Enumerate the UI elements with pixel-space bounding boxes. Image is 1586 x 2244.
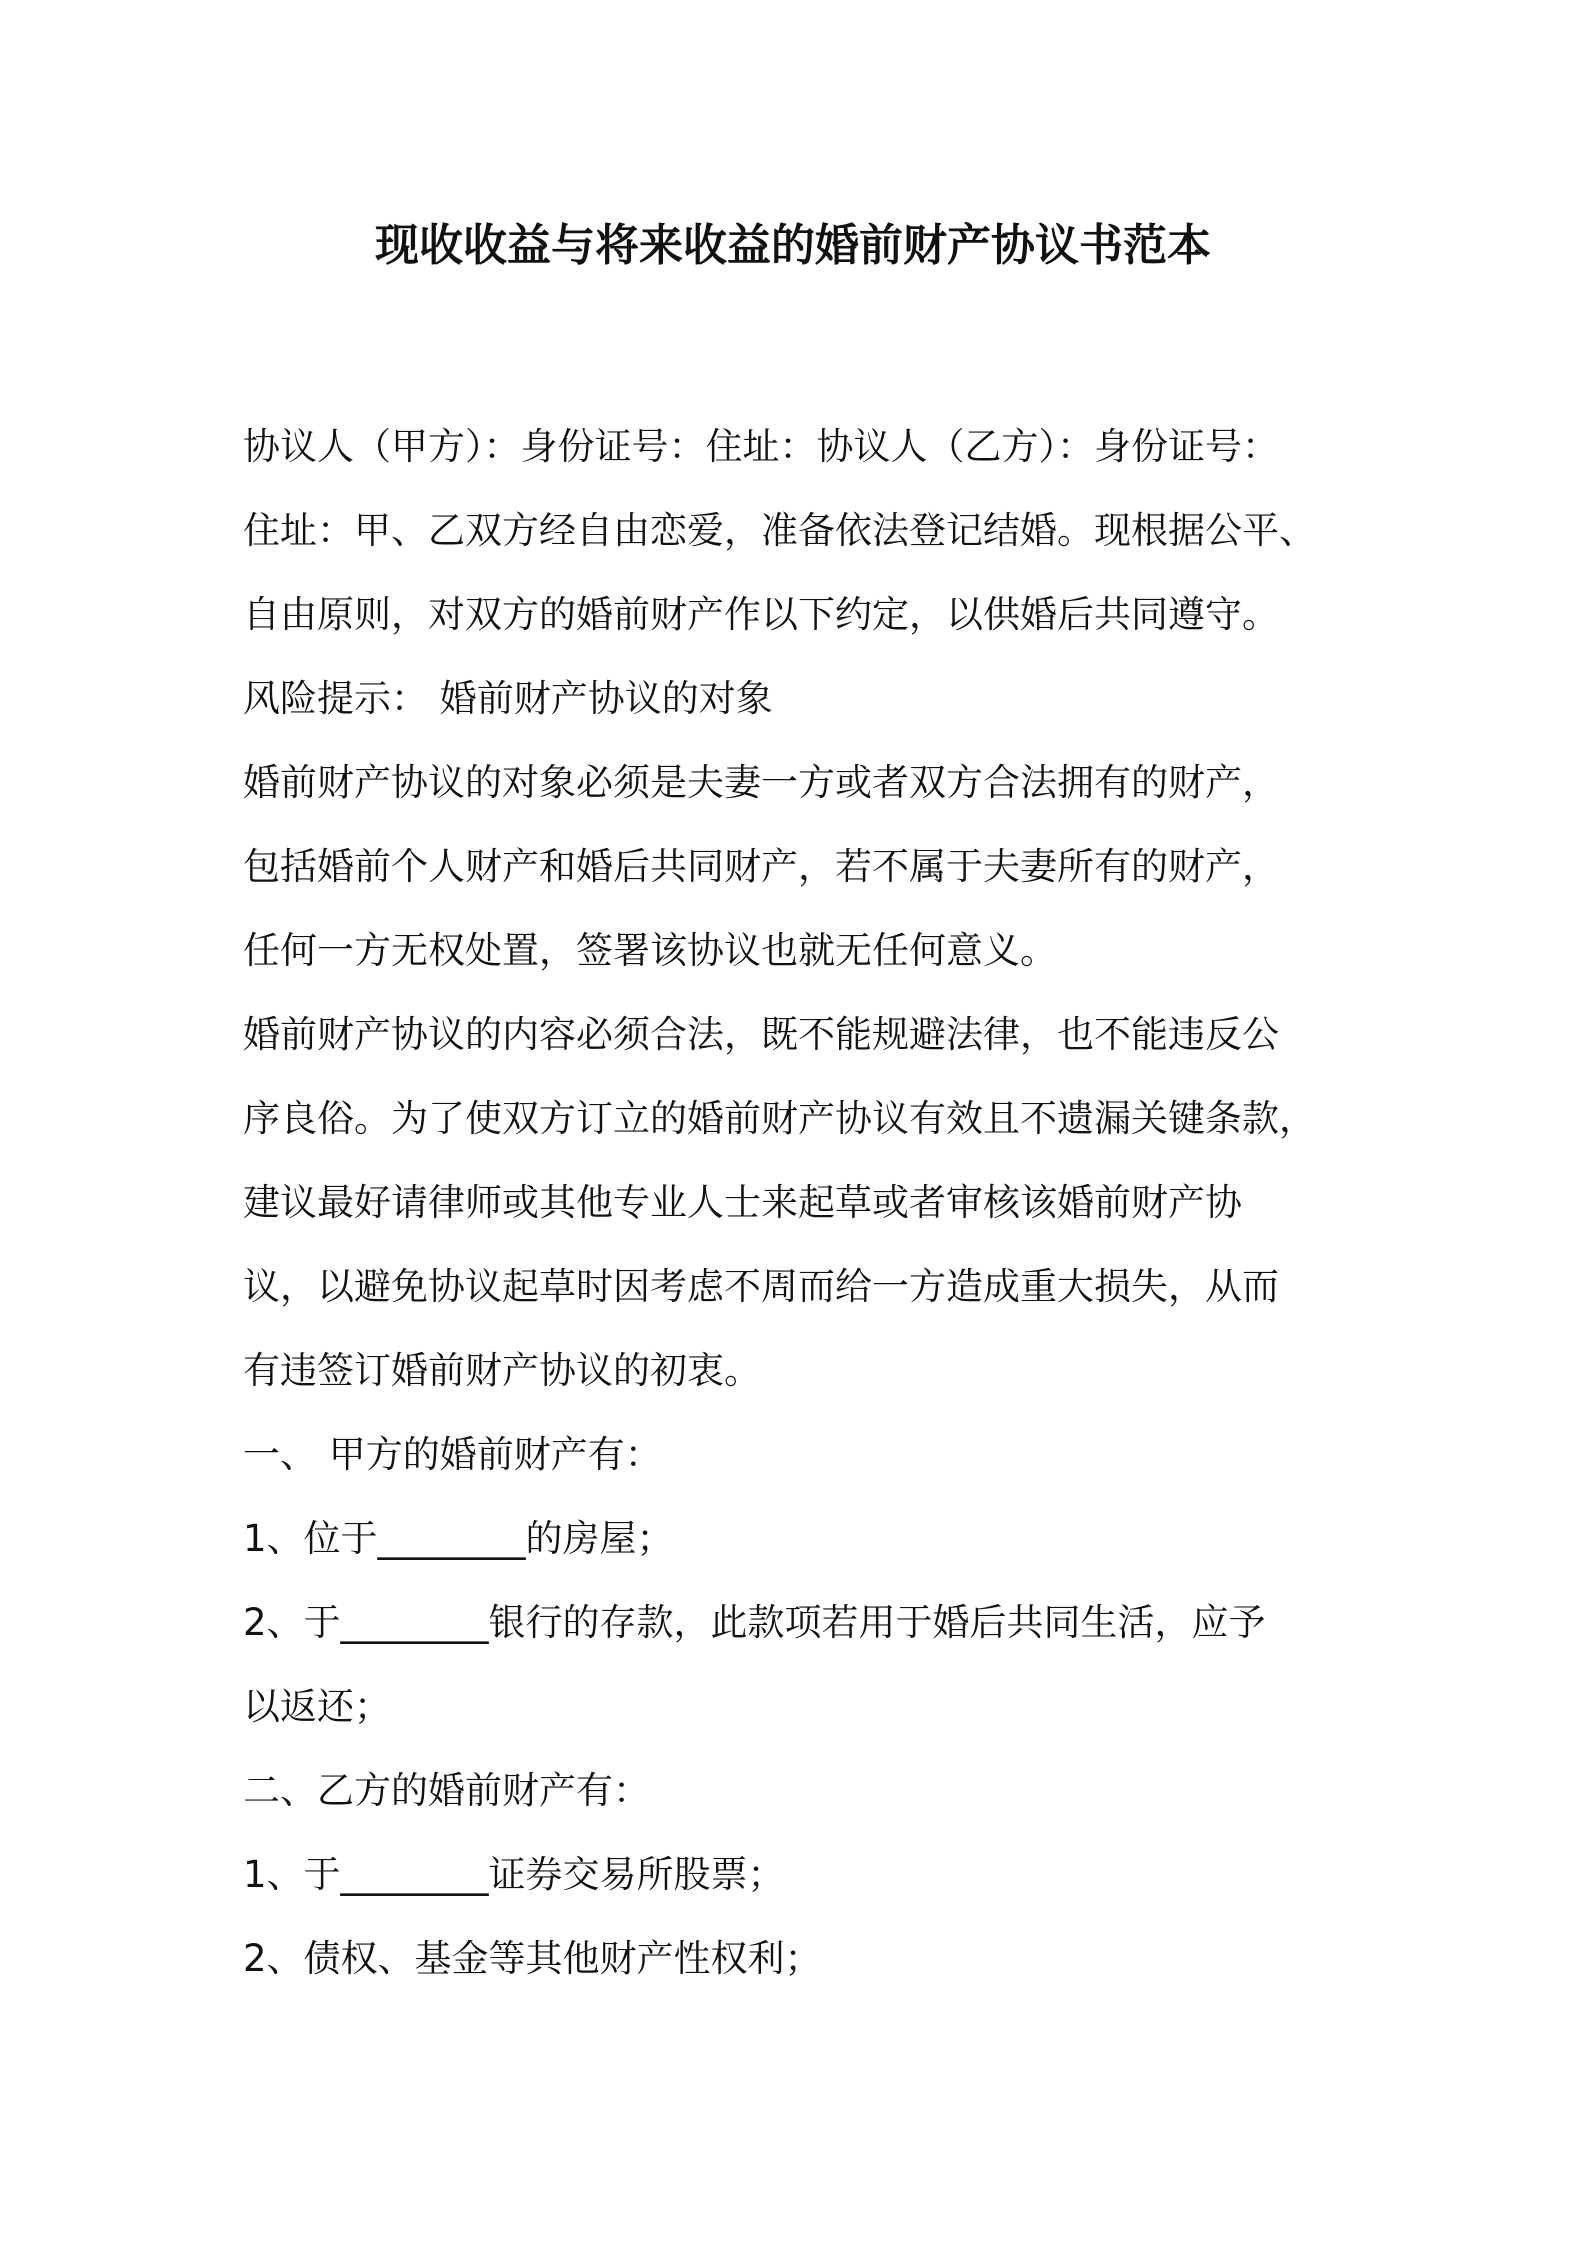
- list-item: 2、债权、基金等其他财产性权利；: [243, 1937, 822, 1980]
- paragraph-line: 自由原则，对双方的婚前财产作以下约定，以供婚后共同遵守。: [243, 593, 1279, 636]
- paragraph-line: 有违签订婚前财产协议的初衷。: [243, 1349, 761, 1392]
- paragraph-line: 住址：甲、乙双方经自由恋爱，准备依法登记结婚。现根据公平、: [243, 509, 1316, 552]
- paragraph-line: 建议最好请律师或其他专业人士来起草或者审核该婚前财产协: [243, 1181, 1242, 1224]
- list-item: 1、于________证券交易所股票；: [243, 1853, 785, 1896]
- document-title: 现收收益与将来收益的婚前财产协议书范本: [375, 220, 1211, 271]
- paragraph-line: 协议人（甲方）：身份证号：住址：协议人（乙方）：身份证号：: [243, 425, 1279, 468]
- list-item-continuation: 以返还；: [243, 1685, 391, 1728]
- section-heading-party-a: 一、 甲方的婚前财产有：: [243, 1433, 662, 1476]
- list-item: 2、于________银行的存款，此款项若用于婚后共同生活，应予: [243, 1601, 1266, 1644]
- list-item: 1、位于________的房屋；: [243, 1517, 674, 1560]
- section-heading-party-b: 二、乙方的婚前财产有：: [243, 1769, 650, 1812]
- paragraph-line: 婚前财产协议的对象必须是夫妻一方或者双方合法拥有的财产，: [243, 761, 1279, 804]
- paragraph-line: 包括婚前个人财产和婚后共同财产，若不属于夫妻所有的财产，: [243, 845, 1279, 888]
- document-body: [243, 405, 1373, 2001]
- risk-tip-heading: 风险提示： 婚前财产协议的对象: [243, 677, 773, 720]
- paragraph-line: 婚前财产协议的内容必须合法，既不能规避法律，也不能违反公: [243, 1013, 1279, 1056]
- paragraph-line: 序良俗。为了使双方订立的婚前财产协议有效且不遗漏关键条款，: [243, 1097, 1316, 1140]
- paragraph-line: 任何一方无权处置，签署该协议也就无任何意义。: [243, 929, 1057, 972]
- paragraph-line: 议，以避免协议起草时因考虑不周而给一方造成重大损失，从而: [243, 1265, 1279, 1308]
